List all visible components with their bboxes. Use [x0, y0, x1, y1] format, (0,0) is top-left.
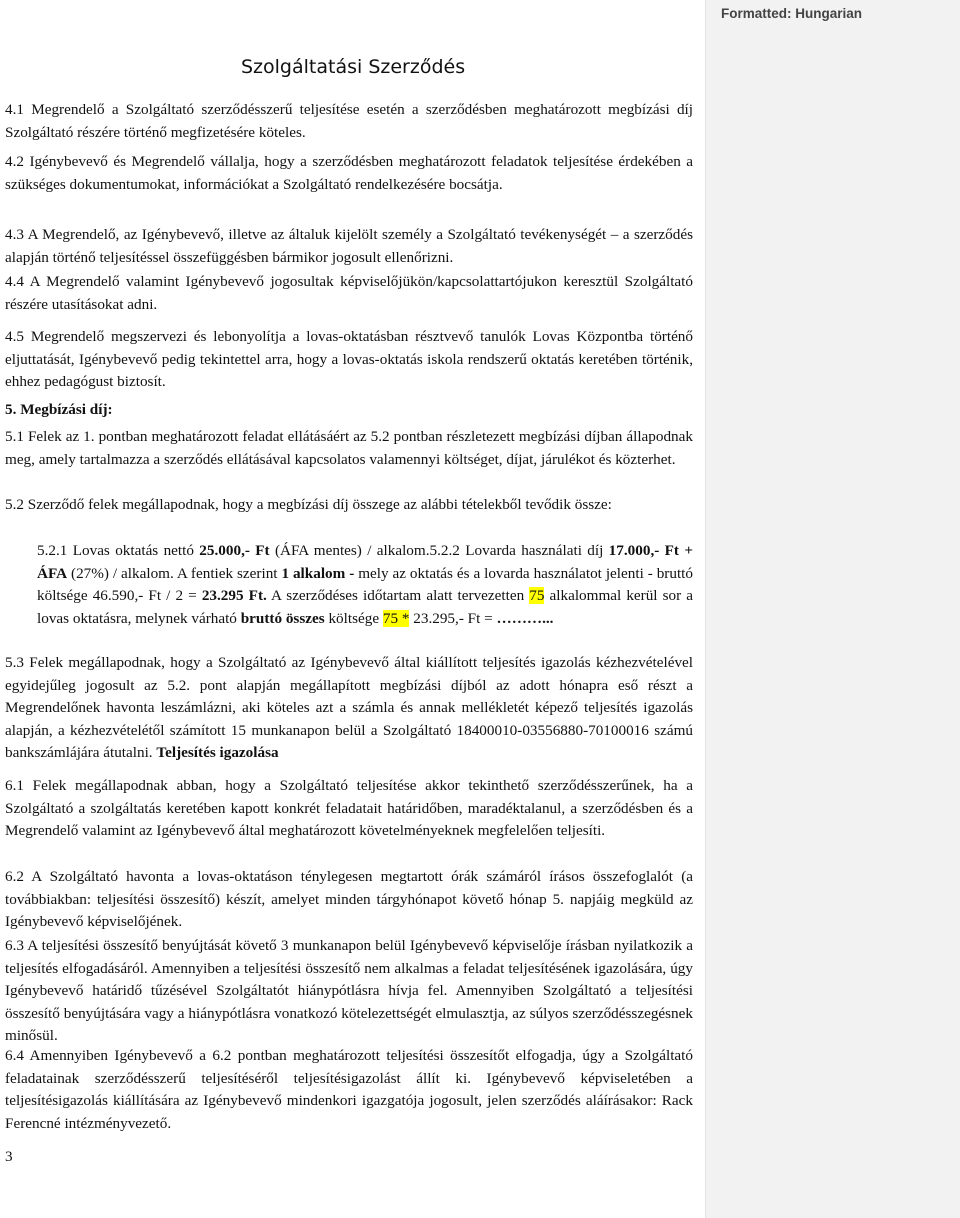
formatting-note: Formatted: Hungarian [721, 6, 863, 21]
highlighted-multiplier: 75 * [382, 609, 410, 627]
document-title: Szolgáltatási Szerződés [241, 56, 466, 78]
paragraph-4-1: 4.1 Megrendelő a Szolgáltató szerződésszerű teljesítése esetén a szerződésben meghatározott megbízási díj Szolgáltató részére történő megfizetésére köteles. [5, 101, 693, 141]
comment-sidebar [705, 0, 960, 1218]
paragraph-5-3: 5.3 Felek megállapodnak, hogy a Szolgáltató az Igénybevevő által kiállított teljesítés igazolás kézhezvételével egyidejűleg jogosult az 5.2. pont alapján megállapított megbízási díjból az adott hónapra eső részt a Megrendelőnek havonta leszámlázni, aki köteles azt a számla és annak mellékletét képező teljesítés igazolás alapján, a kézhezvételétől számított 15 munkanapon belül a Szolgáltató 18400010-03556880-70100016 számú bankszámlájára átutalni. Teljesítés igazolása [5, 654, 693, 762]
paragraph-5-2: 5.2 Szerződő felek megállapodnak, hogy a megbízási díj összege az alábbi tételekből tevődik össze: [5, 496, 612, 513]
paragraph-5-1: 5.1 Felek az 1. pontban meghatározott feladat ellátásáért az 5.2 pontban részletezett megbízási díjban állapodnak meg, amely tartalmazza a szerződés ellátásával kapcsolatos valamennyi költséget, díjat, járulékot és közterhet. [5, 428, 693, 468]
paragraph-6-3: 6.3 A teljesítési összesítő benyújtását követő 3 munkanapon belül Igénybevevő képviselője írásban nyilatkozik a teljesítés elfogadásáról. Amennyiben a teljesítési összesítő nem alkalmas a feladat teljesítésének igazolására, úgy Igénybevevő határidő tűzésével Szolgáltatót hiánypótlásra hívja fel. Amennyiben Szolgáltató a teljesítési összesítő benyújtására vagy a hiánypótlásra vonatkozó kötelezettségét elmulasztja, az súlyos szerződésszegésnek minősül. [5, 937, 693, 1045]
paragraph-4-3: 4.3 A Megrendelő, az Igénybevevő, illetve az általuk kijelölt személy a Szolgáltató tevékenységét – a szerződés alapján történő teljesítéssel összefüggésben bármikor jogosult ellenőrizni. [5, 226, 693, 266]
paragraph-4-4: 4.4 A Megrendelő valamint Igénybevevő jogosultak képviselőjükön/kapcsolattartójukon keresztül Szolgáltató részére utasításokat adni. [5, 273, 693, 313]
section-5-heading: 5. Megbízási díj: [5, 401, 113, 418]
paragraph-4-2: 4.2 Igénybevevő és Megrendelő vállalja, hogy a szerződésben meghatározott feladatok teljesítése érdekében a szükséges dokumentumokat, információkat a Szolgáltató rendelkezésére bocsátja. [5, 153, 693, 193]
paragraph-4-5: 4.5 Megrendelő megszervezi és lebonyolítja a lovas-oktatásban résztvevő tanulók Lovas Központba történő eljuttatását, Igénybevevő pedig tekintettel arra, hogy a lovas-oktatás iskola rendszerű oktatás keretében történik, ehhez pedagógust biztosít. [5, 328, 693, 391]
paragraph-6-1: 6.1 Felek megállapodnak abban, hogy a Szolgáltató teljesítése akkor tekinthető szerződésszerűnek, ha a Szolgáltató a szolgáltatás keretében kapott konkrét feladatait határidőben, maradéktalanul, a szerződésben és a Megrendelő valamint az Igénybevevő által meghatározott követelményeknek megfelelően teljesíti. [5, 777, 693, 840]
highlighted-count: 75 [529, 587, 545, 605]
paragraph-6-2: 6.2 A Szolgáltató havonta a lovas-oktatáson ténylegesen megtartott órák számáról írásos összefoglalót (a továbbiakban: teljesítési összesítő) készít, amelyet minden tárgyhónapot követő hónap 5. napjáig megküld az Igénybevevő képviselőjének. [5, 868, 693, 931]
page-number: 3 [5, 1148, 13, 1165]
paragraph-5-2-1: 5.2.1 Lovas oktatás nettó 25.000,- Ft (ÁFA mentes) / alkalom.5.2.2 Lovarda használati díj 17.000,- Ft + ÁFA (27%) / alkalom. A fentiek szerint 1 alkalom - mely az oktatás és a lovarda használatot jelenti - bruttó költsége 46.590,- Ft / 2 = 23.295 Ft. A szerződéses időtartam alatt tervezetten 75 alkalommal kerül sor a lovas oktatásra, melynek várható bruttó összes költsége 75 * 23.295,- Ft = ………... [37, 542, 694, 627]
paragraph-6-4: 6.4 Amennyiben Igénybevevő a 6.2 pontban meghatározott teljesítési összesítőt elfogadja, úgy a Szolgáltató feladatainak szerződésszerű teljesítéséről teljesítésigazolást állít ki. Igénybevevő képviseletében a teljesítésigazolás kiállítására az Igénybevevő mindenkori igazgatója jogosult, jelen szerződés aláírásakor: Rack Ferencné intézményvezető. [5, 1047, 693, 1132]
